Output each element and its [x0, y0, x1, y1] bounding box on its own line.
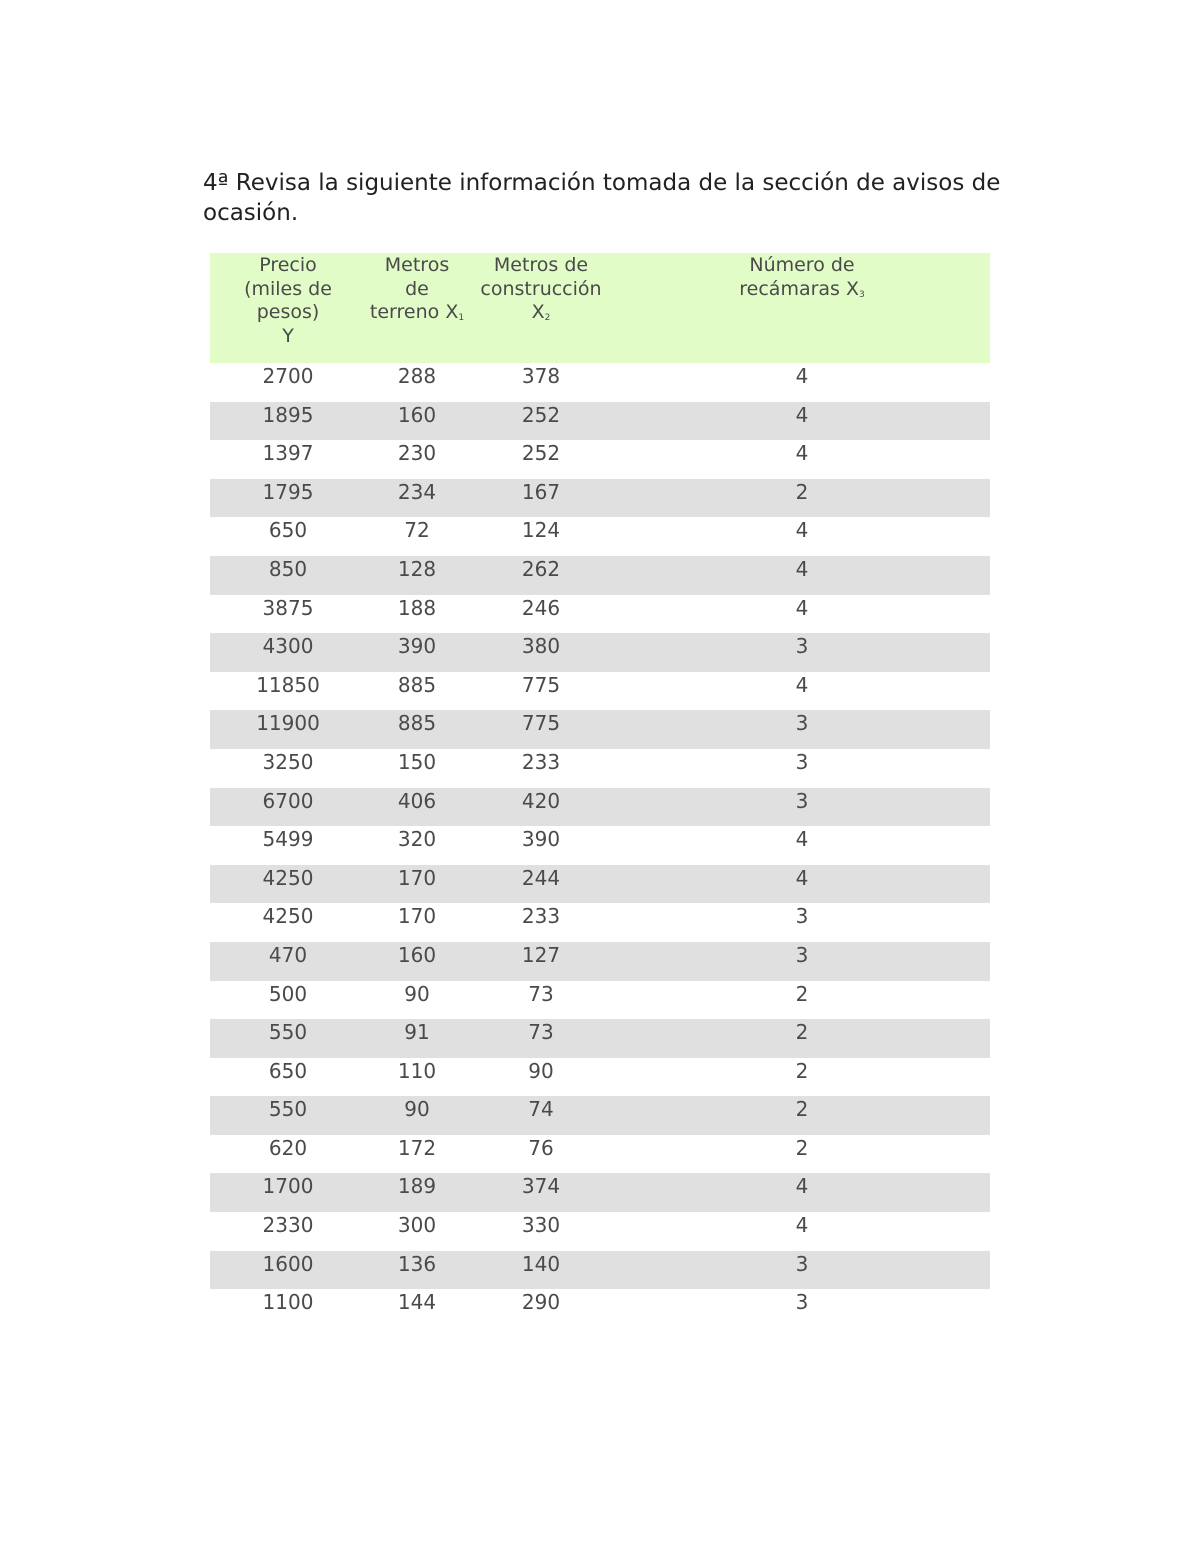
terreno-cell: 136: [366, 1251, 468, 1290]
terreno-cell: 110: [366, 1058, 468, 1097]
construccion-cell: 74: [468, 1096, 614, 1135]
table-row: [210, 1019, 990, 1058]
recamaras-cell: 4: [614, 517, 990, 556]
construccion-cell: 775: [468, 710, 614, 749]
recamaras-cell: 2: [614, 1019, 990, 1058]
construccion-cell: 73: [468, 981, 614, 1020]
table-row: [210, 556, 990, 595]
terreno-cell: 188: [366, 595, 468, 634]
recamaras-cell: 2: [614, 981, 990, 1020]
terreno-cell: 390: [366, 633, 468, 672]
precio-cell: 850: [210, 556, 366, 595]
terreno-cell: 885: [366, 672, 468, 711]
table-row: [210, 595, 990, 634]
table-row: [210, 826, 990, 865]
precio-cell: 11850: [210, 672, 366, 711]
terreno-cell: 172: [366, 1135, 468, 1174]
table-header-row: [210, 253, 990, 363]
precio-cell: 2700: [210, 363, 366, 402]
recamaras-cell: 3: [614, 749, 990, 788]
terreno-cell: 150: [366, 749, 468, 788]
construccion-cell: 378: [468, 363, 614, 402]
construccion-cell: 775: [468, 672, 614, 711]
table-row: [210, 402, 990, 441]
precio-cell: 1100: [210, 1289, 366, 1328]
header-metros-terreno: [366, 253, 468, 363]
precio-cell: 1397: [210, 440, 366, 479]
recamaras-cell: 4: [614, 1173, 990, 1212]
header-metros-construccion: [468, 253, 614, 363]
terreno-cell: 320: [366, 826, 468, 865]
construccion-cell: 90: [468, 1058, 614, 1097]
construccion-cell: 244: [468, 865, 614, 904]
terreno-cell: 128: [366, 556, 468, 595]
recamaras-cell: 3: [614, 788, 990, 827]
recamaras-cell: 3: [614, 710, 990, 749]
precio-cell: 650: [210, 517, 366, 556]
table-row: [210, 1058, 990, 1097]
header-line: [614, 278, 990, 302]
precio-cell: 11900: [210, 710, 366, 749]
construccion-cell: 420: [468, 788, 614, 827]
terreno-cell: 90: [366, 1096, 468, 1135]
terreno-cell: 170: [366, 865, 468, 904]
table-row: [210, 1173, 990, 1212]
recamaras-cell: 3: [614, 1251, 990, 1290]
construccion-cell: 262: [468, 556, 614, 595]
table-row: [210, 517, 990, 556]
construccion-cell: 233: [468, 749, 614, 788]
construccion-cell: 233: [468, 903, 614, 942]
header-line: [468, 301, 614, 325]
recamaras-cell: 4: [614, 440, 990, 479]
table-row: [210, 1096, 990, 1135]
recamaras-cell: 3: [614, 1289, 990, 1328]
construccion-cell: 290: [468, 1289, 614, 1328]
header-line: [366, 301, 468, 325]
recamaras-cell: 4: [614, 402, 990, 441]
recamaras-cell: 4: [614, 865, 990, 904]
header-line-text: X: [531, 301, 545, 323]
terreno-cell: 90: [366, 981, 468, 1020]
terreno-cell: 885: [366, 710, 468, 749]
table-row: [210, 1212, 990, 1251]
recamaras-cell: 2: [614, 1135, 990, 1174]
recamaras-cell: 2: [614, 1058, 990, 1097]
recamaras-cell: 2: [614, 1096, 990, 1135]
table-row: [210, 363, 990, 402]
table-row: [210, 981, 990, 1020]
table-row: [210, 942, 990, 981]
terreno-cell: 189: [366, 1173, 468, 1212]
precio-cell: 550: [210, 1096, 366, 1135]
recamaras-cell: 3: [614, 903, 990, 942]
header-line: Metros: [384, 254, 450, 276]
header-line: pesos): [256, 301, 320, 323]
table-row: [210, 1135, 990, 1174]
terreno-cell: 300: [366, 1212, 468, 1251]
recamaras-cell: 2: [614, 479, 990, 518]
table-row: [210, 710, 990, 749]
precio-cell: 650: [210, 1058, 366, 1097]
terreno-cell: 234: [366, 479, 468, 518]
precio-cell: 6700: [210, 788, 366, 827]
construccion-cell: 246: [468, 595, 614, 634]
construccion-cell: 252: [468, 440, 614, 479]
terreno-cell: 288: [366, 363, 468, 402]
header-line-text: recámaras X: [739, 277, 859, 300]
listings-table: [210, 253, 990, 1328]
terreno-cell: 160: [366, 942, 468, 981]
construccion-cell: 124: [468, 517, 614, 556]
terreno-cell: 160: [366, 402, 468, 441]
subscript: 1: [458, 313, 465, 323]
header-numero-recamaras: [614, 253, 990, 363]
recamaras-cell: 4: [614, 826, 990, 865]
recamaras-cell: 3: [614, 942, 990, 981]
table-row: [210, 440, 990, 479]
recamaras-cell: 3: [614, 633, 990, 672]
precio-cell: 550: [210, 1019, 366, 1058]
recamaras-cell: 4: [614, 595, 990, 634]
header-line-text: terreno X: [369, 301, 459, 323]
construccion-cell: 76: [468, 1135, 614, 1174]
terreno-cell: 144: [366, 1289, 468, 1328]
precio-cell: 470: [210, 942, 366, 981]
terreno-cell: 91: [366, 1019, 468, 1058]
header-line: Metros de: [493, 254, 589, 276]
table-row: [210, 749, 990, 788]
table-row: [210, 788, 990, 827]
table-row: [210, 672, 990, 711]
precio-cell: 2330: [210, 1212, 366, 1251]
recamaras-cell: 4: [614, 363, 990, 402]
precio-cell: 4300: [210, 633, 366, 672]
subscript: 2: [544, 313, 551, 323]
recamaras-cell: 4: [614, 1212, 990, 1251]
construccion-cell: 127: [468, 942, 614, 981]
construccion-cell: 73: [468, 1019, 614, 1058]
construccion-cell: 252: [468, 402, 614, 441]
table-body: [210, 363, 990, 1328]
header-line: Precio: [259, 254, 317, 276]
table-row: [210, 1289, 990, 1328]
terreno-cell: 170: [366, 903, 468, 942]
precio-cell: 500: [210, 981, 366, 1020]
header-line: Número de: [749, 254, 855, 276]
precio-cell: 5499: [210, 826, 366, 865]
construccion-cell: 140: [468, 1251, 614, 1290]
precio-cell: 3875: [210, 595, 366, 634]
precio-cell: 4250: [210, 903, 366, 942]
table-row: [210, 479, 990, 518]
header-precio: [210, 253, 366, 363]
construccion-cell: 380: [468, 633, 614, 672]
precio-cell: 1600: [210, 1251, 366, 1290]
construccion-cell: 330: [468, 1212, 614, 1251]
precio-cell: 3250: [210, 749, 366, 788]
table-row: [210, 865, 990, 904]
header-line: (miles de: [244, 277, 332, 300]
recamaras-cell: 4: [614, 672, 990, 711]
header-line: de: [405, 277, 429, 300]
recamaras-cell: 4: [614, 556, 990, 595]
precio-cell: 1700: [210, 1173, 366, 1212]
terreno-cell: 406: [366, 788, 468, 827]
construccion-cell: 390: [468, 826, 614, 865]
table-row: [210, 1251, 990, 1290]
header-line: Y: [282, 324, 294, 347]
construccion-cell: 167: [468, 479, 614, 518]
table-row: [210, 903, 990, 942]
precio-cell: 1795: [210, 479, 366, 518]
construccion-cell: 374: [468, 1173, 614, 1212]
terreno-cell: 230: [366, 440, 468, 479]
precio-cell: 4250: [210, 865, 366, 904]
header-line: construcción: [480, 277, 602, 300]
subscript: 3: [859, 289, 865, 300]
precio-cell: 1895: [210, 402, 366, 441]
table-row: [210, 633, 990, 672]
precio-cell: 620: [210, 1135, 366, 1174]
page-heading: 4ª Revisa la siguiente información tomada de la sección de avisos de ocasión.: [203, 170, 1001, 226]
terreno-cell: 72: [366, 517, 468, 556]
